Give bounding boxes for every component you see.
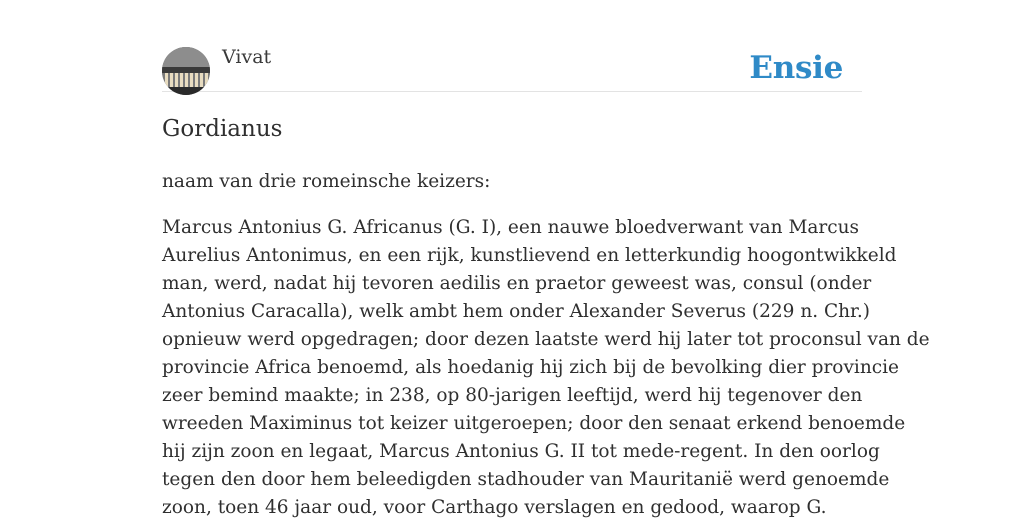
page xyxy=(162,0,930,518)
body-line: man, werd, nadat hij tevoren aedilis en praetor geweest was, consul (onder xyxy=(162,273,872,294)
username-link[interactable]: Vivat xyxy=(222,46,272,68)
typewriter-avatar-icon xyxy=(162,47,210,95)
user-avatar[interactable] xyxy=(162,47,210,95)
body-line: opnieuw werd opgedragen; door dezen laatste werd hij later tot proconsul van de xyxy=(162,329,930,350)
body-line: Aurelius Antonimus, en een rijk, kunstlievend en letterkundig hoogontwikkeld xyxy=(162,245,897,266)
body-line: zeer bemind maakte; in 238, op 80-jarigen leeftijd, werd hij tegenover den xyxy=(162,385,863,406)
body-line: zoon, toen 46 jaar oud, voor Carthago verslagen en gedood, waarop G. xyxy=(162,497,827,518)
ensie-logo[interactable]: Ensie xyxy=(749,50,843,86)
article-body xyxy=(162,214,930,522)
page-title: Gordianus xyxy=(162,116,283,142)
body-line: Marcus Antonius G. Africanus (G. I), een nauwe bloedverwant van Marcus xyxy=(162,217,860,238)
body-line: Antonius Caracalla), welk ambt hem onder Alexander Severus (229 n. Chr.) xyxy=(162,301,870,322)
body-line: provincie Africa benoemd, als hoedanig hij zich bij de bevolking dier provincie xyxy=(162,357,899,378)
body-line: wreeden Maximinus tot keizer uitgeroepen; door den senaat erkend benoemde xyxy=(162,413,906,434)
body-line: tegen den door hem beleedigden stadhouder van Mauritanië werd genoemde xyxy=(162,469,890,490)
article-intro: naam van drie romeinsche keizers: xyxy=(162,171,491,192)
header xyxy=(162,0,862,92)
body-line: hij zijn zoon en legaat, Marcus Antonius G. II tot mede-regent. In den oorlog xyxy=(162,441,880,462)
